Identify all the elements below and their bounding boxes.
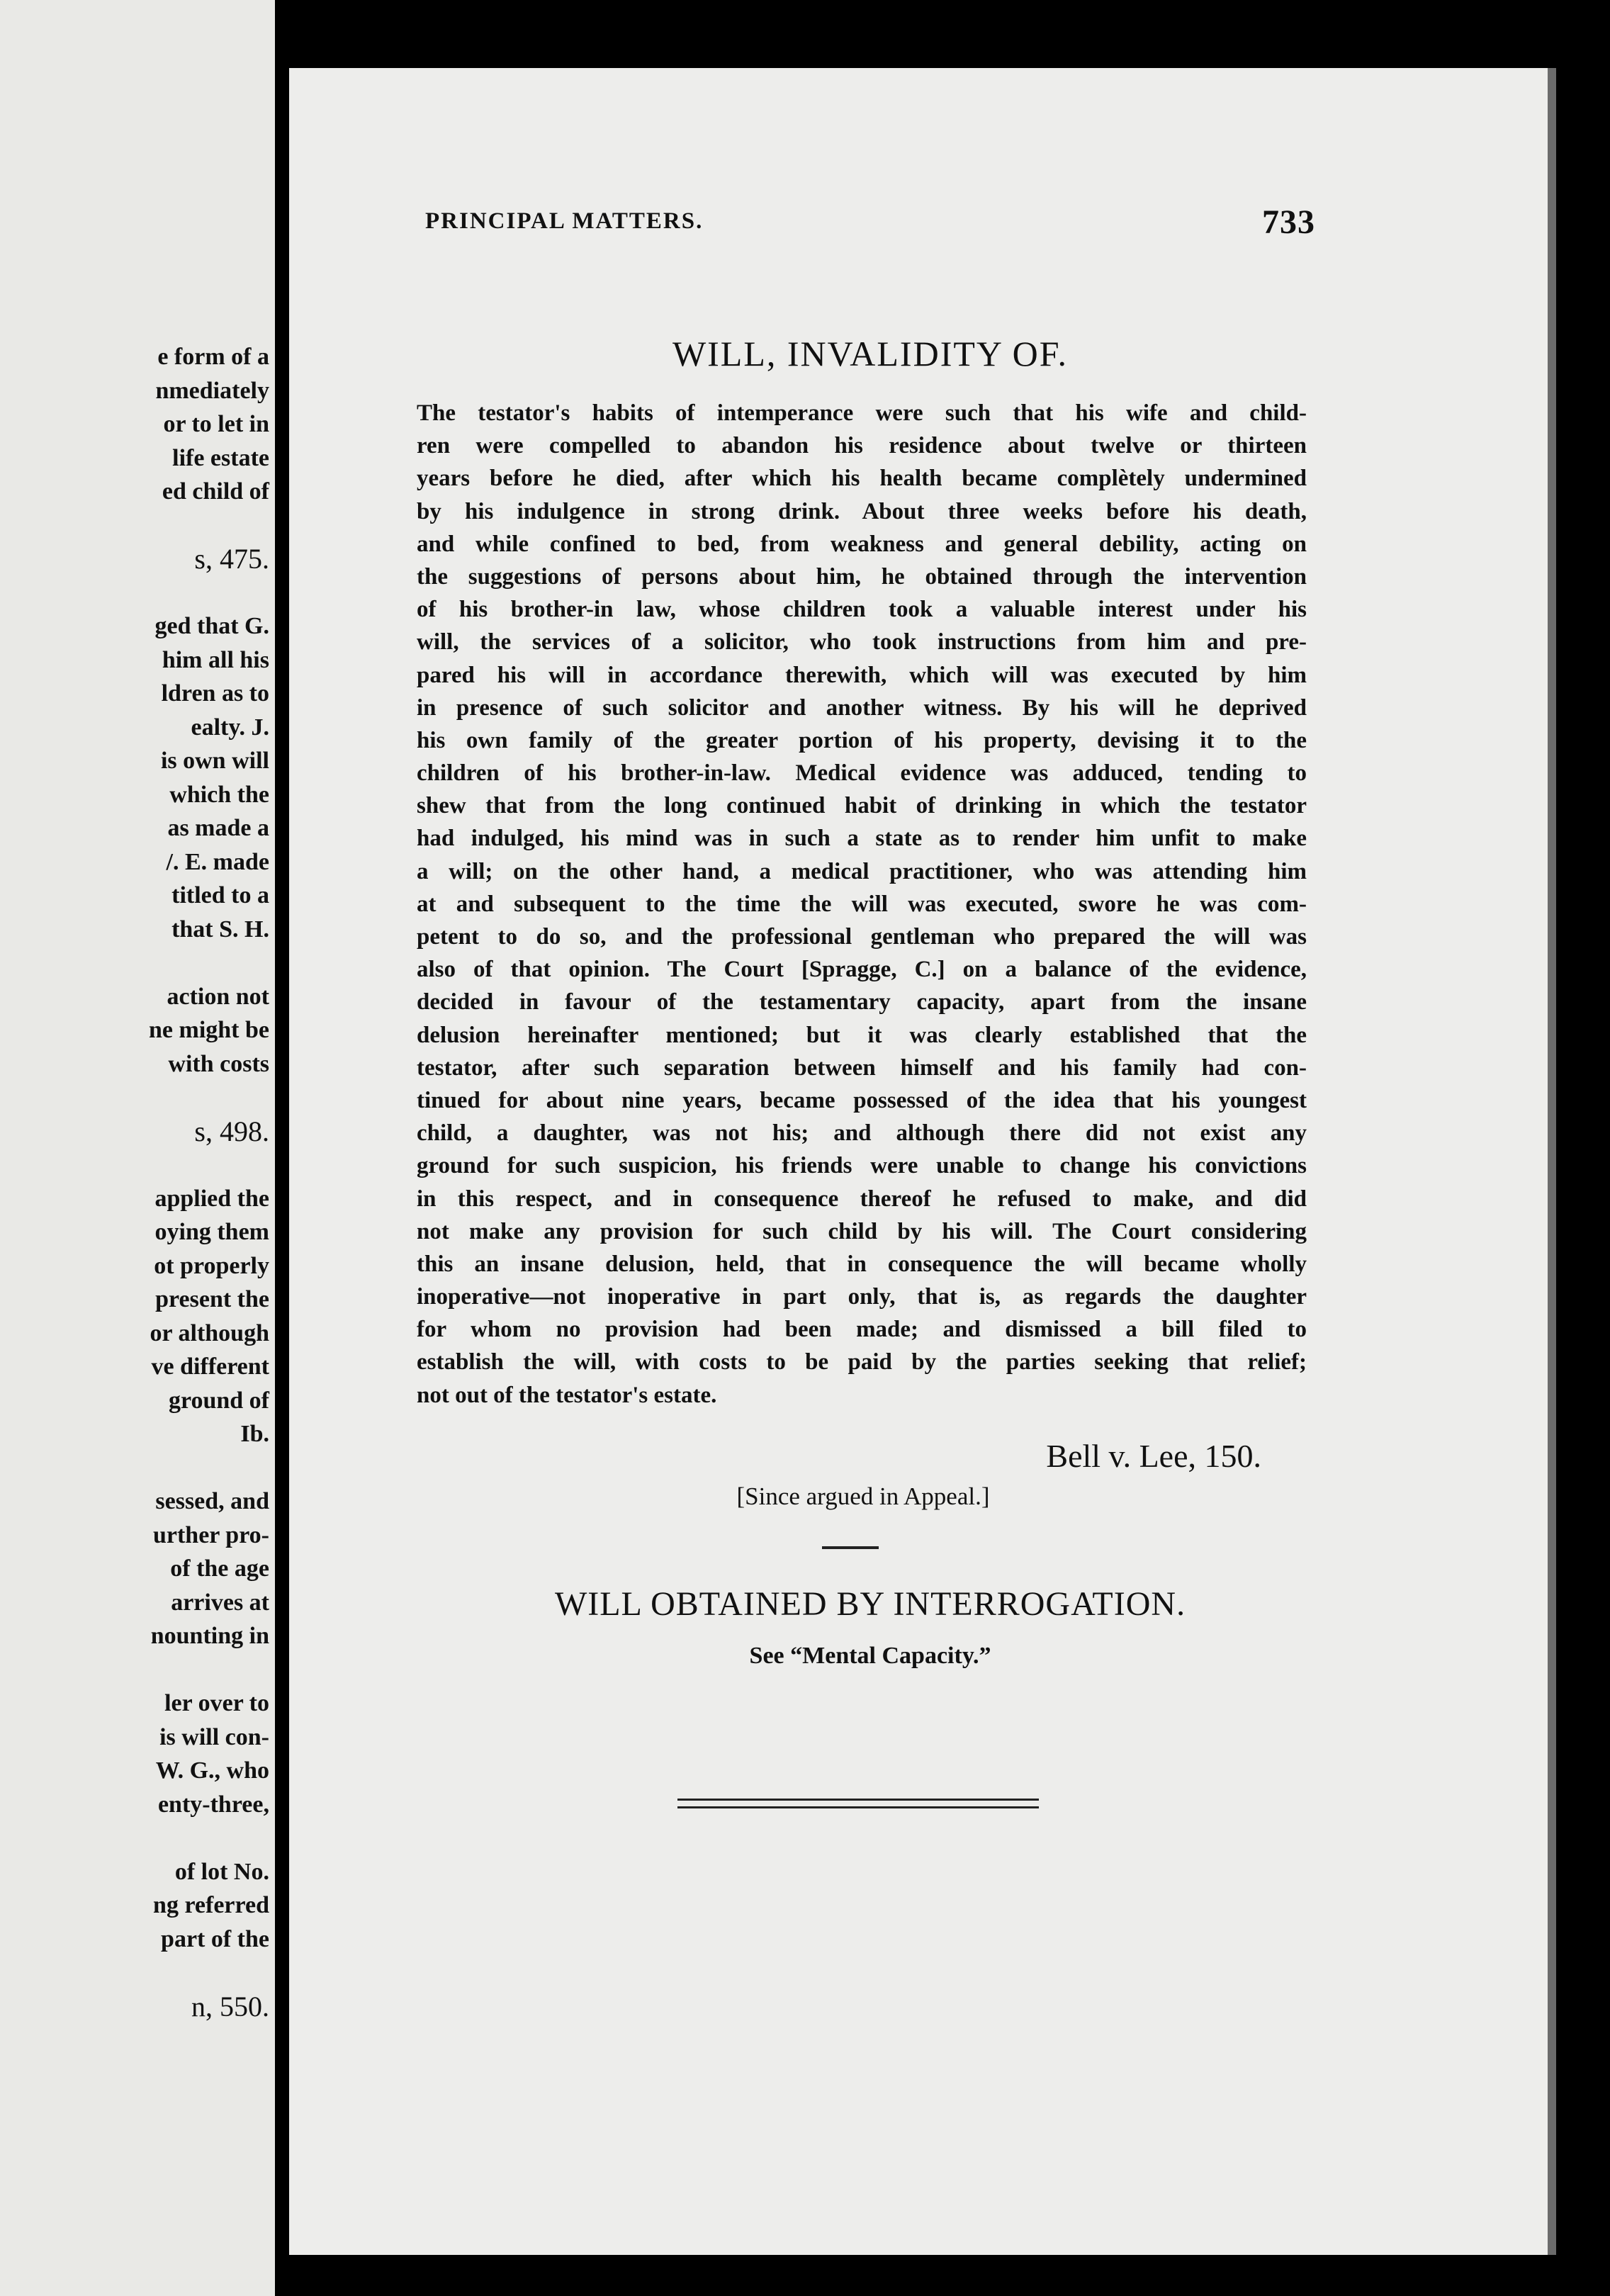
- left-line: Ib.: [240, 1421, 269, 1447]
- left-line-gap: [0, 1081, 269, 1115]
- left-line-gap: [0, 509, 269, 543]
- left-line: ot properly: [154, 1252, 269, 1279]
- left-line: is own will: [160, 748, 269, 774]
- body-paragraph: [417, 397, 1307, 1412]
- left-line: arrives at: [171, 1589, 269, 1616]
- left-line-gap: [0, 1956, 269, 1990]
- left-line: n, 550.: [191, 1990, 269, 2022]
- body-line: ground for such suspicion, his friends were unable to change his convictions: [417, 1153, 1307, 1179]
- left-line: ldren as to: [161, 680, 269, 707]
- left-line: ged that G.: [154, 613, 269, 639]
- page-edge-shadow: [1548, 68, 1556, 2255]
- left-line: ground of: [168, 1387, 269, 1414]
- body-line: years before he died, after which his health became complètely undermined: [417, 466, 1307, 492]
- left-line: ng referred: [153, 1892, 269, 1918]
- left-line: with costs: [168, 1050, 269, 1077]
- section-divider: [822, 1546, 879, 1549]
- body-line: and while confined to bed, from weakness and general debility, acting on: [417, 531, 1307, 557]
- left-page-text: [0, 340, 269, 2023]
- body-line: had indulged, his mind was in such a state as to render him unfit to make: [417, 826, 1307, 852]
- running-title: PRINCIPAL MATTERS.: [425, 208, 704, 234]
- body-line: for whom no provision had been made; and dismissed a bill filed to: [417, 1317, 1307, 1343]
- left-line: sessed, and: [155, 1488, 269, 1514]
- left-line: or although: [150, 1319, 269, 1346]
- left-line: part of the: [161, 1925, 269, 1952]
- left-line: ealty. J.: [191, 714, 269, 741]
- left-line: ed child of: [162, 478, 269, 505]
- left-line: s, 475.: [194, 543, 269, 575]
- body-line: establish the will, with costs to be paid by the parties seeking that relief;: [417, 1349, 1307, 1375]
- body-line: pared his will in accordance therewith, which will was executed by him: [417, 662, 1307, 688]
- left-line: as made a: [167, 815, 269, 841]
- body-line: not out of the testator's estate.: [417, 1382, 717, 1408]
- left-line: which the: [169, 781, 269, 808]
- body-line: not make any provision for such child by his will. The Court considering: [417, 1218, 1307, 1244]
- left-line: of the age: [170, 1555, 269, 1582]
- body-line: children of his brother-in-law. Medical evidence was adduced, tending to: [417, 760, 1307, 787]
- left-line: nounting in: [150, 1623, 269, 1649]
- left-line: is will con-: [159, 1723, 269, 1750]
- body-line: this an insane delusion, held, that in consequence the will became wholly: [417, 1251, 1307, 1277]
- body-line: ren were compelled to abandon his residence about twelve or thirteen: [417, 433, 1307, 459]
- left-line: of lot No.: [174, 1858, 269, 1885]
- left-facing-page: [0, 0, 275, 2296]
- body-line: a will; on the other hand, a medical practitioner, who was attending him: [417, 858, 1307, 884]
- end-rule: [677, 1799, 1039, 1808]
- left-line: present the: [155, 1286, 269, 1312]
- page-number: 733: [1262, 203, 1315, 241]
- body-line: shew that from the long continued habit of drinking in which the testator: [417, 793, 1307, 819]
- left-line: that S. H.: [171, 916, 269, 942]
- left-line: enty-three,: [157, 1791, 269, 1818]
- body-line: inoperative—not inoperative in part only, that is, as regards the daughter: [417, 1284, 1307, 1310]
- body-line: tinued for about nine years, became possessed of the idea that his youngest: [417, 1087, 1307, 1113]
- left-line: s, 498.: [194, 1115, 269, 1147]
- left-line: e form of a: [157, 344, 269, 370]
- body-line: in presence of such solicitor and another witness. By his will he deprived: [417, 694, 1307, 721]
- appeal-note: [Since argued in Appeal.]: [736, 1482, 990, 1510]
- body-line: the suggestions of persons about him, he obtained through the intervention: [417, 563, 1307, 590]
- body-line: at and subsequent to the time the will was executed, swore he was com-: [417, 891, 1307, 917]
- left-line: action not: [167, 983, 269, 1010]
- left-line: ne might be: [149, 1017, 269, 1043]
- left-line: nmediately: [155, 377, 269, 404]
- body-line: by his indulgence in strong drink. About three weeks before his death,: [417, 498, 1307, 524]
- left-line: /. E. made: [166, 848, 269, 875]
- left-line-gap: [0, 576, 269, 610]
- body-line: also of that opinion. The Court [Spragge, C.] on a balance of the evidence,: [417, 957, 1307, 983]
- body-line: of his brother-in law, whose children took a valuable interest under his: [417, 597, 1307, 623]
- left-line-gap: [0, 1821, 269, 1855]
- case-citation: Bell v. Lee, 150.: [1046, 1438, 1261, 1474]
- body-line: testator, after such separation between himself and his family had con-: [417, 1054, 1307, 1081]
- left-line: or to let in: [163, 411, 269, 437]
- body-line: will, the services of a solicitor, who took instructions from him and pre-: [417, 629, 1307, 655]
- body-line: The testator's habits of intemperance were such that his wife and child-: [417, 400, 1307, 426]
- left-line: ve different: [151, 1354, 269, 1380]
- left-line-gap: [0, 1653, 269, 1687]
- left-line: urther pro-: [152, 1521, 269, 1548]
- left-line: him all his: [162, 646, 269, 673]
- left-line-gap: [0, 946, 269, 980]
- body-line: child, a daughter, was not his; and although there did not exist any: [417, 1120, 1307, 1147]
- cross-reference: See “Mental Capacity.”: [749, 1643, 991, 1669]
- left-line: life estate: [172, 444, 269, 471]
- left-line-gap: [0, 1148, 269, 1182]
- body-line: petent to do so, and the professional gentleman who prepared the will was: [417, 924, 1307, 950]
- body-line: in this respect, and in consequence thereof he refused to make, and did: [417, 1186, 1307, 1212]
- section-title: WILL, INVALIDITY OF.: [672, 334, 1069, 373]
- body-line: delusion hereinafter mentioned; but it was clearly established that the: [417, 1022, 1307, 1048]
- left-line: applied the: [154, 1185, 269, 1212]
- left-line: W. G., who: [155, 1757, 269, 1784]
- body-line: his own family of the greater portion of his property, devising it to the: [417, 727, 1307, 753]
- left-line: ler over to: [164, 1690, 269, 1716]
- left-line-gap: [0, 1451, 269, 1485]
- section-title-2: WILL OBTAINED BY INTERROGATION.: [554, 1585, 1186, 1623]
- left-line: titled to a: [171, 882, 269, 908]
- left-line: oying them: [154, 1219, 269, 1245]
- body-line: decided in favour of the testamentary capacity, apart from the insane: [417, 989, 1307, 1015]
